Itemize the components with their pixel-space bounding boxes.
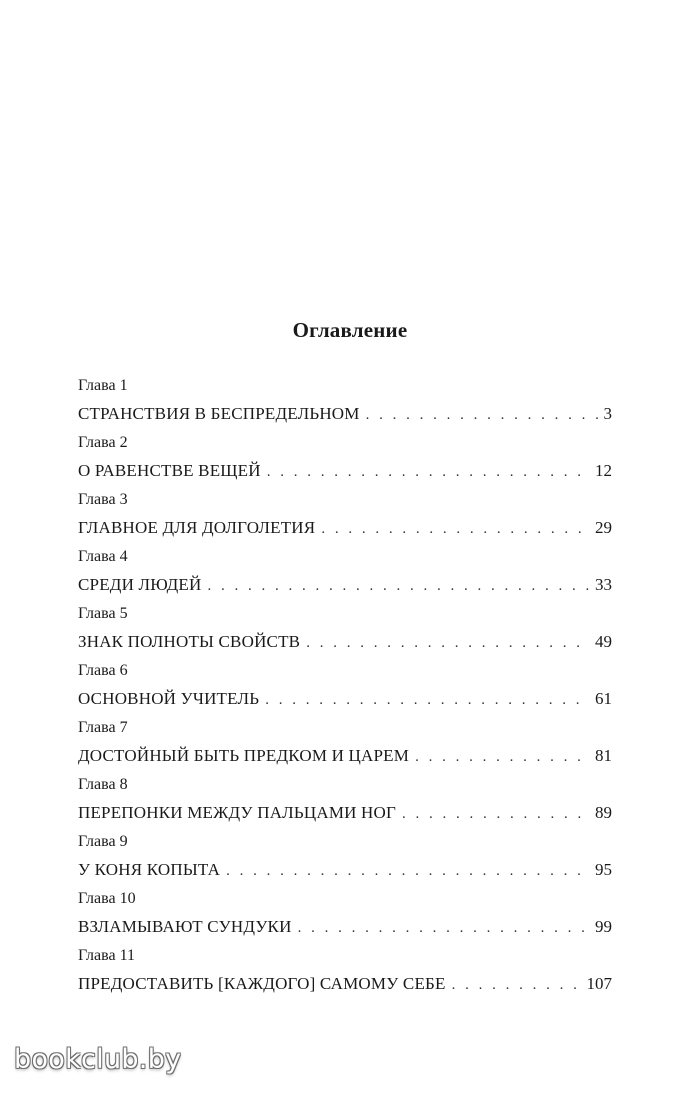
chapter-label: Глава 2 <box>78 434 128 451</box>
dot-leader <box>298 916 589 940</box>
chapter-label: Глава 10 <box>78 890 136 907</box>
dot-leader <box>306 631 589 655</box>
chapter-title[interactable]: О РАВЕНСТВЕ ВЕЩЕЙ <box>78 461 261 480</box>
chapter-label: Глава 6 <box>78 662 128 679</box>
page-number: 89 <box>595 803 612 822</box>
dot-leader <box>265 688 589 712</box>
table-of-contents <box>78 376 612 1003</box>
toc-entry[interactable] <box>78 604 612 661</box>
dot-leader <box>366 403 598 427</box>
chapter-label: Глава 5 <box>78 605 128 622</box>
page-title: Оглавление <box>292 318 408 342</box>
chapter-title[interactable]: ГЛАВНОЕ ДЛЯ ДОЛГОЛЕТИЯ <box>78 518 316 537</box>
chapter-label: Глава 4 <box>78 548 128 565</box>
toc-entry[interactable] <box>78 661 612 718</box>
chapter-title[interactable]: ОСНОВНОЙ УЧИТЕЛЬ <box>78 689 260 708</box>
toc-entry[interactable] <box>78 433 612 490</box>
page-number: 61 <box>595 689 612 708</box>
chapter-label: Глава 1 <box>78 377 128 394</box>
page-number: 33 <box>595 575 612 594</box>
toc-entry[interactable] <box>78 718 612 775</box>
dot-leader <box>402 802 589 826</box>
dot-leader <box>415 745 589 769</box>
chapter-title[interactable]: СРЕДИ ЛЮДЕЙ <box>78 575 202 594</box>
page-number: 3 <box>603 404 612 423</box>
toc-entry[interactable] <box>78 946 612 1003</box>
toc-entry[interactable] <box>78 889 612 946</box>
toc-entry[interactable] <box>78 547 612 604</box>
chapter-title[interactable]: ПРЕДОСТАВИТЬ [КАЖДОГО] САМОМУ СЕБЕ <box>78 974 446 993</box>
chapter-label: Глава 3 <box>78 491 128 508</box>
chapter-label: Глава 11 <box>78 947 135 964</box>
page-number: 81 <box>595 746 612 765</box>
page-number: 99 <box>595 917 612 936</box>
page-number: 49 <box>595 632 612 651</box>
chapter-label: Глава 9 <box>78 833 128 850</box>
page-number: 29 <box>595 518 612 537</box>
chapter-label: Глава 7 <box>78 719 128 736</box>
chapter-label: Глава 8 <box>78 776 128 793</box>
chapter-title[interactable]: У КОНЯ КОПЫТА <box>78 860 221 879</box>
toc-entry[interactable] <box>78 775 612 832</box>
page-number: 107 <box>586 974 612 993</box>
dot-leader <box>321 517 589 541</box>
chapter-title[interactable]: СТРАНСТВИЯ В БЕСПРЕДЕЛЬНОМ <box>78 404 360 423</box>
toc-entry[interactable] <box>78 376 612 433</box>
toc-entry[interactable] <box>78 490 612 547</box>
dot-leader <box>452 973 581 997</box>
dot-leader <box>267 460 589 484</box>
dot-leader <box>207 574 589 598</box>
page-number: 95 <box>595 860 612 879</box>
toc-entry[interactable] <box>78 832 612 889</box>
chapter-title[interactable]: ЗНАК ПОЛНОТЫ СВОЙСТВ <box>78 632 301 651</box>
page-number: 12 <box>595 461 612 480</box>
dot-leader <box>226 859 589 883</box>
chapter-title[interactable]: ВЗЛАМЫВАЮТ СУНДУКИ <box>78 917 292 936</box>
watermark: bookclub.by <box>14 1044 182 1075</box>
chapter-title[interactable]: ПЕРЕПОНКИ МЕЖДУ ПАЛЬЦАМИ НОГ <box>78 803 397 822</box>
chapter-title[interactable]: ДОСТОЙНЫЙ БЫТЬ ПРЕДКОМ И ЦАРЕМ <box>78 746 410 765</box>
